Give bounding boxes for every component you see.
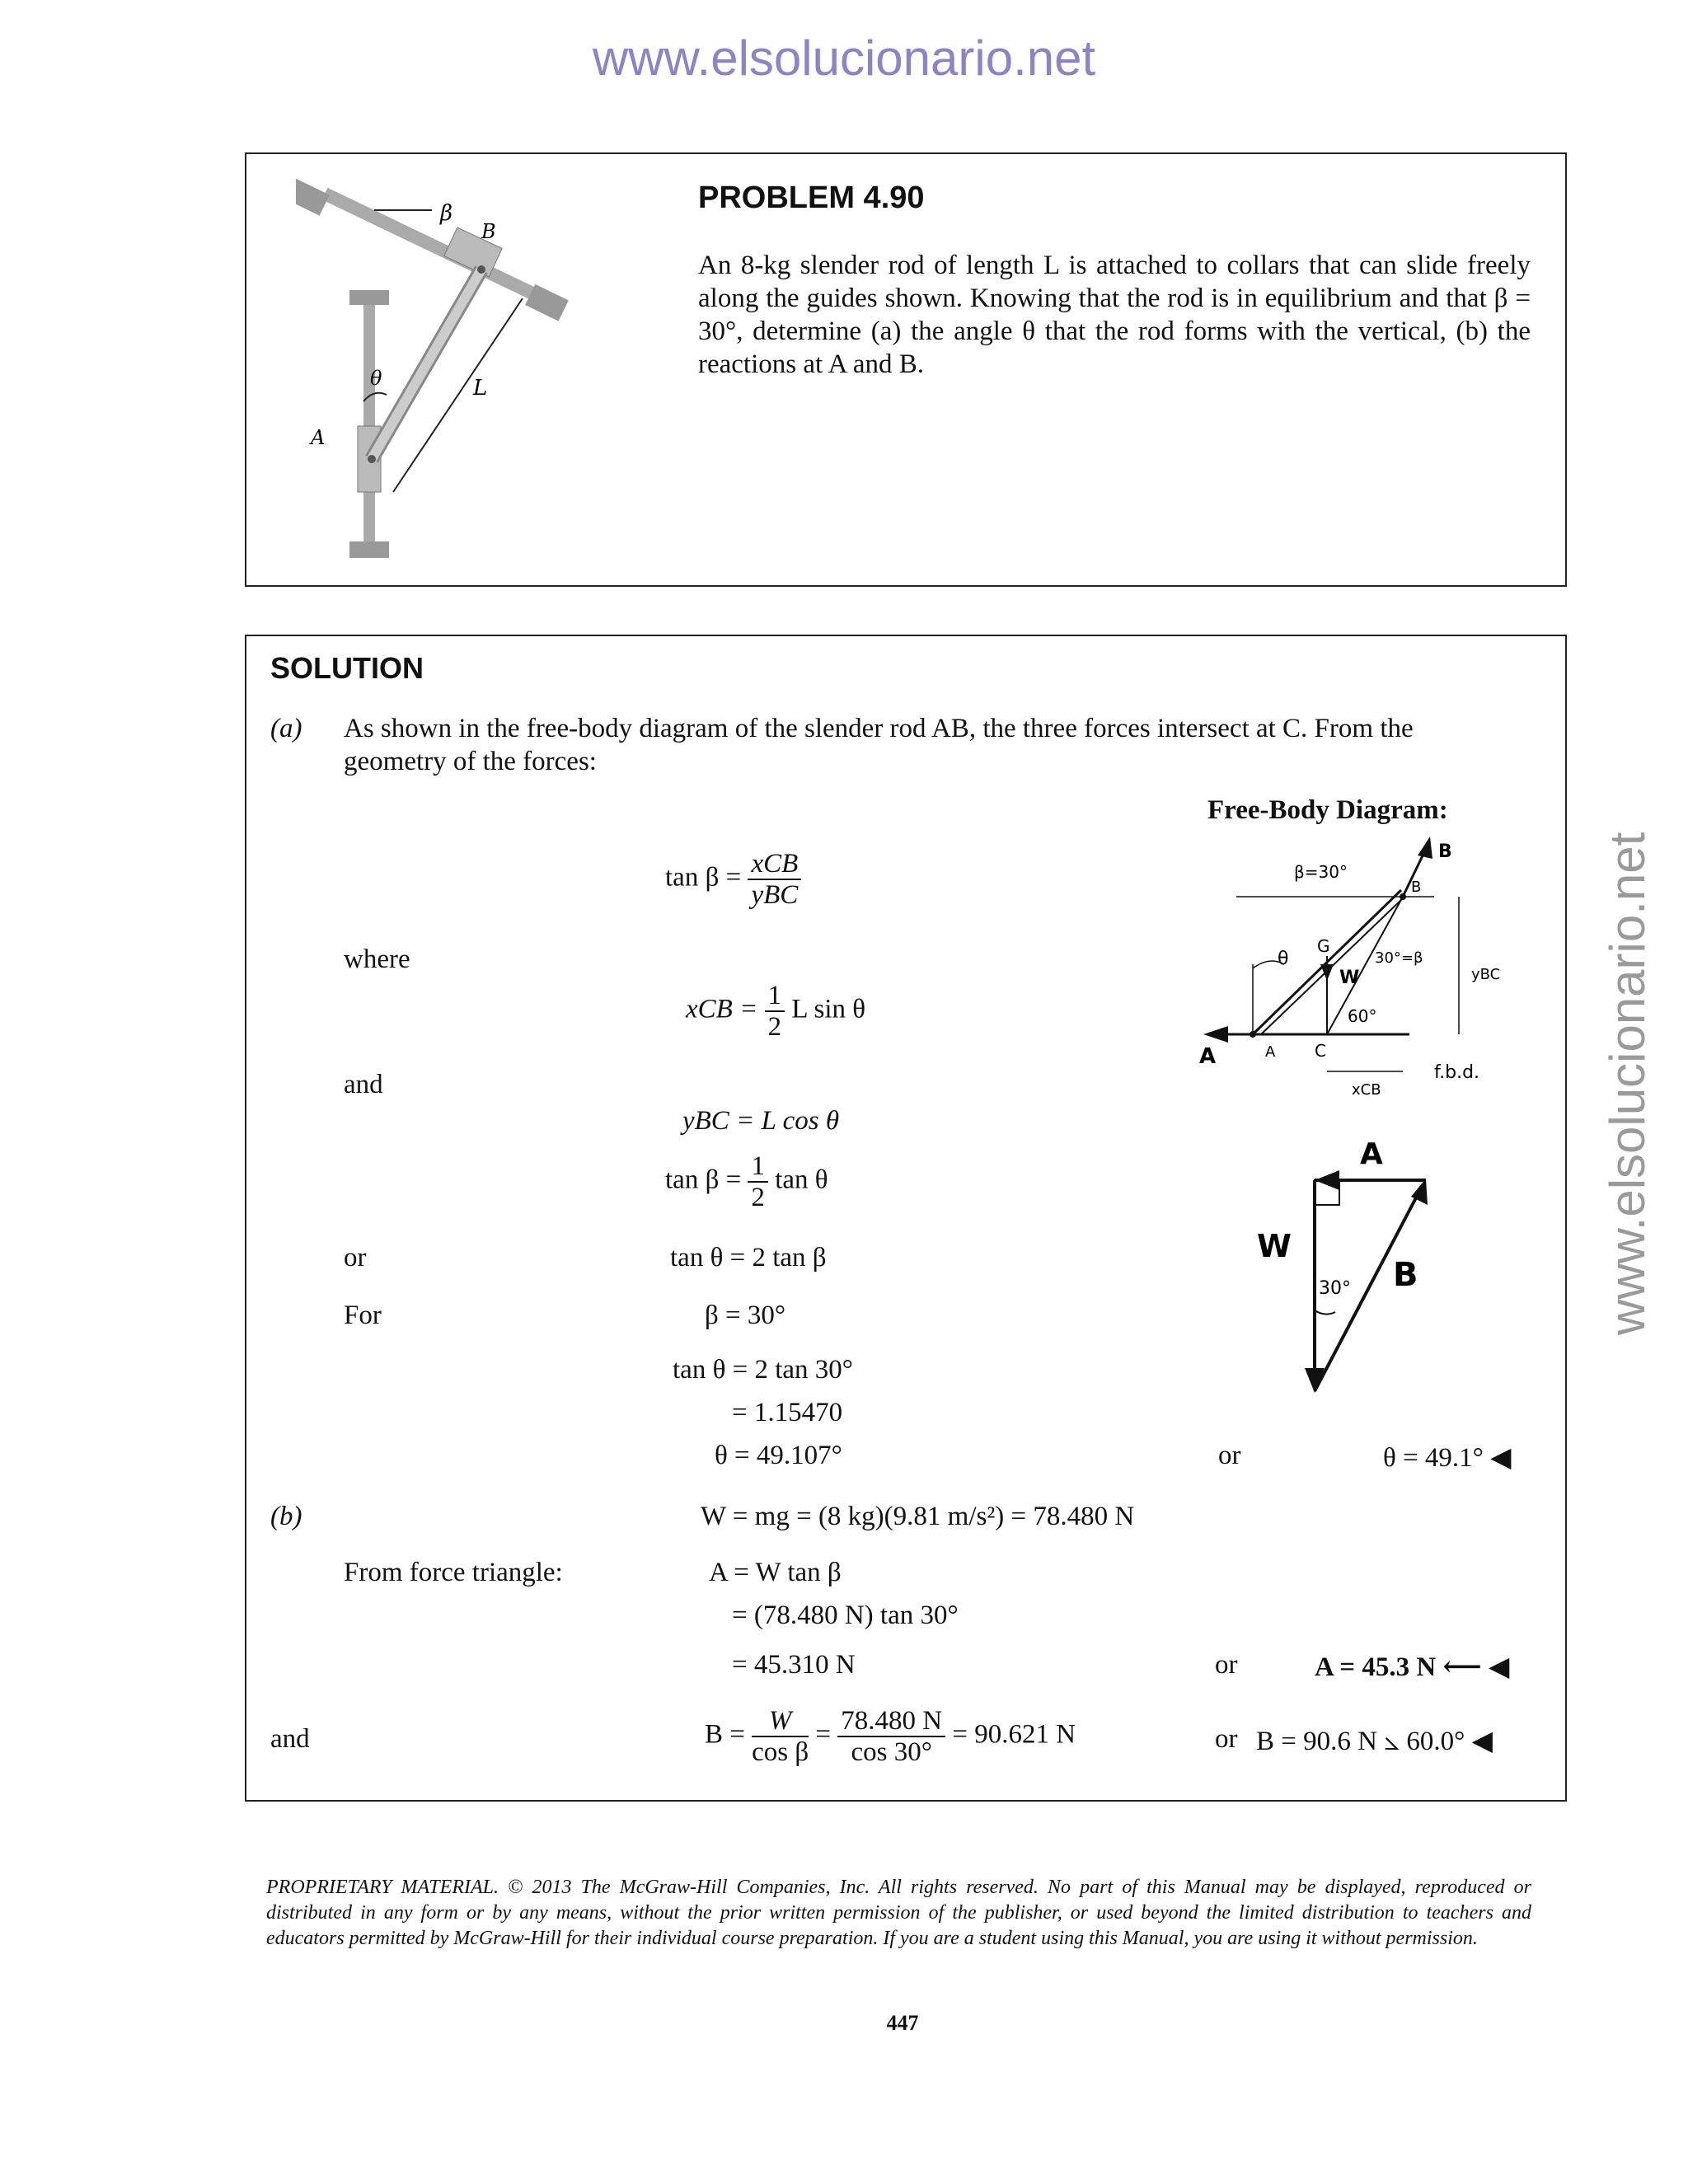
- answer-a: θ = 49.1° ◀: [1383, 1443, 1512, 1473]
- fbd-a: A: [1265, 1043, 1276, 1061]
- eq1-num: xCB: [748, 849, 801, 880]
- fbd-beta30: β=30°: [1294, 862, 1348, 882]
- eq-b-f1-num: W: [752, 1706, 809, 1737]
- eq8: = 1.15470: [732, 1398, 843, 1427]
- eq2-den: 2: [767, 1012, 782, 1042]
- eq-b-f2-den: cos 30°: [851, 1737, 932, 1767]
- fbd-fbd: f.b.d.: [1434, 1062, 1480, 1083]
- force-triangle: [1236, 1129, 1451, 1409]
- free-body-diagram: [1187, 832, 1517, 1113]
- and-label-2: and: [270, 1724, 310, 1754]
- part-b-label: (b): [270, 1502, 302, 1531]
- eq4-den: 2: [751, 1183, 765, 1212]
- eq-b-f1-den: cos β: [752, 1737, 809, 1767]
- figure-theta-label: θ: [370, 367, 382, 390]
- eq-a1: A = W tan β: [709, 1558, 842, 1587]
- triangle-a: A: [1360, 1137, 1383, 1171]
- fbd-title: Free-Body Diagram:: [1207, 795, 1448, 825]
- or-label-4: or: [1215, 1724, 1238, 1754]
- page-number: 447: [886, 2011, 919, 2035]
- figure-b-label: B: [481, 220, 496, 243]
- eq9: θ = 49.107°: [715, 1441, 842, 1470]
- eq7: tan θ = 2 tan 30°: [673, 1355, 853, 1385]
- eq1-lhs: tan β =: [665, 862, 742, 893]
- fbd-ybc: yBC: [1471, 966, 1501, 983]
- eq1-den: yBC: [751, 880, 799, 910]
- problem-text: An 8-kg slender rod of length L is attached to collars that can slide freely along the guides shown. Knowing that the rod is in equilibrium and that β = 30°, determine (a) the angle θ that the rod forms with the vertical, (b) the reactions at A and B.: [698, 251, 1531, 379]
- fbd-xcb: xCB: [1352, 1081, 1381, 1099]
- eq4: [665, 1151, 828, 1212]
- figure-a-label: A: [311, 426, 326, 449]
- eq6: β = 30°: [705, 1301, 786, 1330]
- or-label-3: or: [1215, 1650, 1238, 1680]
- fbd-g: G: [1317, 936, 1330, 956]
- eq2-rhs: L sin θ: [791, 994, 866, 1024]
- eq-b-eq: =: [815, 1719, 832, 1750]
- fbd-b-arrow: B: [1438, 841, 1452, 862]
- and-label-1: and: [344, 1070, 383, 1099]
- where-label: where: [344, 944, 410, 974]
- answer-A: A = 45.3 N ⟵ ◀: [1315, 1652, 1510, 1682]
- fbd-b: B: [1411, 879, 1422, 896]
- footer-text: PROPRIETARY MATERIAL. © 2013 The McGraw-Hill Companies, Inc. All rights reserved. No part of this Manual may be displayed, reproduced or distributed in any form or by any means, without the prior written permission of the publisher, or used beyond the limited distribution to teachers and educators permitted by McGraw-Hill for their individual course preparation. If you are a student using this Manual, you are using it without permission.: [266, 1877, 1531, 1949]
- eq-b-rhs: = 90.621 N: [952, 1719, 1076, 1750]
- or-label-1: or: [344, 1243, 367, 1272]
- eq4-num: 1: [748, 1151, 768, 1183]
- fbd-30beta: 30°=β: [1375, 949, 1423, 967]
- fbd-theta: θ: [1278, 949, 1289, 969]
- answer-B: B = 90.6 N ⦣ 60.0° ◀: [1256, 1727, 1493, 1756]
- eq2-lhs: xCB =: [686, 994, 758, 1024]
- eq2: [686, 981, 865, 1042]
- eq3: yBC = L cos θ: [682, 1106, 840, 1136]
- problem-box: [245, 152, 1567, 587]
- from-triangle-label: From force triangle:: [344, 1558, 563, 1587]
- figure-beta-label: β: [440, 201, 453, 226]
- triangle-b: B: [1393, 1256, 1418, 1294]
- part-a-label: (a): [270, 714, 302, 743]
- triangle-w: W: [1257, 1228, 1292, 1264]
- eq5: tan θ = 2 tan β: [670, 1243, 827, 1272]
- eq-b-lhs: B =: [705, 1719, 745, 1750]
- eq1: [665, 849, 801, 910]
- solution-title: SOLUTION: [270, 651, 424, 685]
- eq-b: [705, 1706, 1076, 1767]
- part-a-text: As shown in the free-body diagram of the slender rod AB, the three forces intersect at C. From the geometry of the forces:: [344, 714, 1414, 776]
- fbd-w: W: [1339, 968, 1360, 988]
- figure-l-label: L: [473, 376, 488, 401]
- eq4-lhs: tan β =: [665, 1165, 742, 1195]
- watermark-top: www.elsolucionario.net: [592, 30, 1096, 86]
- problem-title: PROBLEM 4.90: [698, 180, 925, 215]
- fbd-c: C: [1315, 1041, 1326, 1061]
- for-label: For: [344, 1301, 382, 1330]
- eq-weight: W = mg = (8 kg)(9.81 m/s²) = 78.480 N: [701, 1502, 1135, 1531]
- fbd-a-arrow: A: [1199, 1044, 1217, 1069]
- eq4-rhs: tan θ: [775, 1165, 828, 1195]
- eq2-num: 1: [765, 981, 785, 1012]
- triangle-angle: 30°: [1319, 1278, 1351, 1299]
- or-label-2: or: [1218, 1441, 1241, 1470]
- watermark-side: www.elsolucionario.net: [1600, 832, 1655, 1335]
- eq-b-f2-num: 78.480 N: [837, 1706, 945, 1737]
- problem-figure: [296, 179, 659, 574]
- fbd-60: 60°: [1348, 1006, 1377, 1026]
- eq-a3: = 45.310 N: [732, 1650, 856, 1680]
- eq-a2: = (78.480 N) tan 30°: [732, 1601, 959, 1630]
